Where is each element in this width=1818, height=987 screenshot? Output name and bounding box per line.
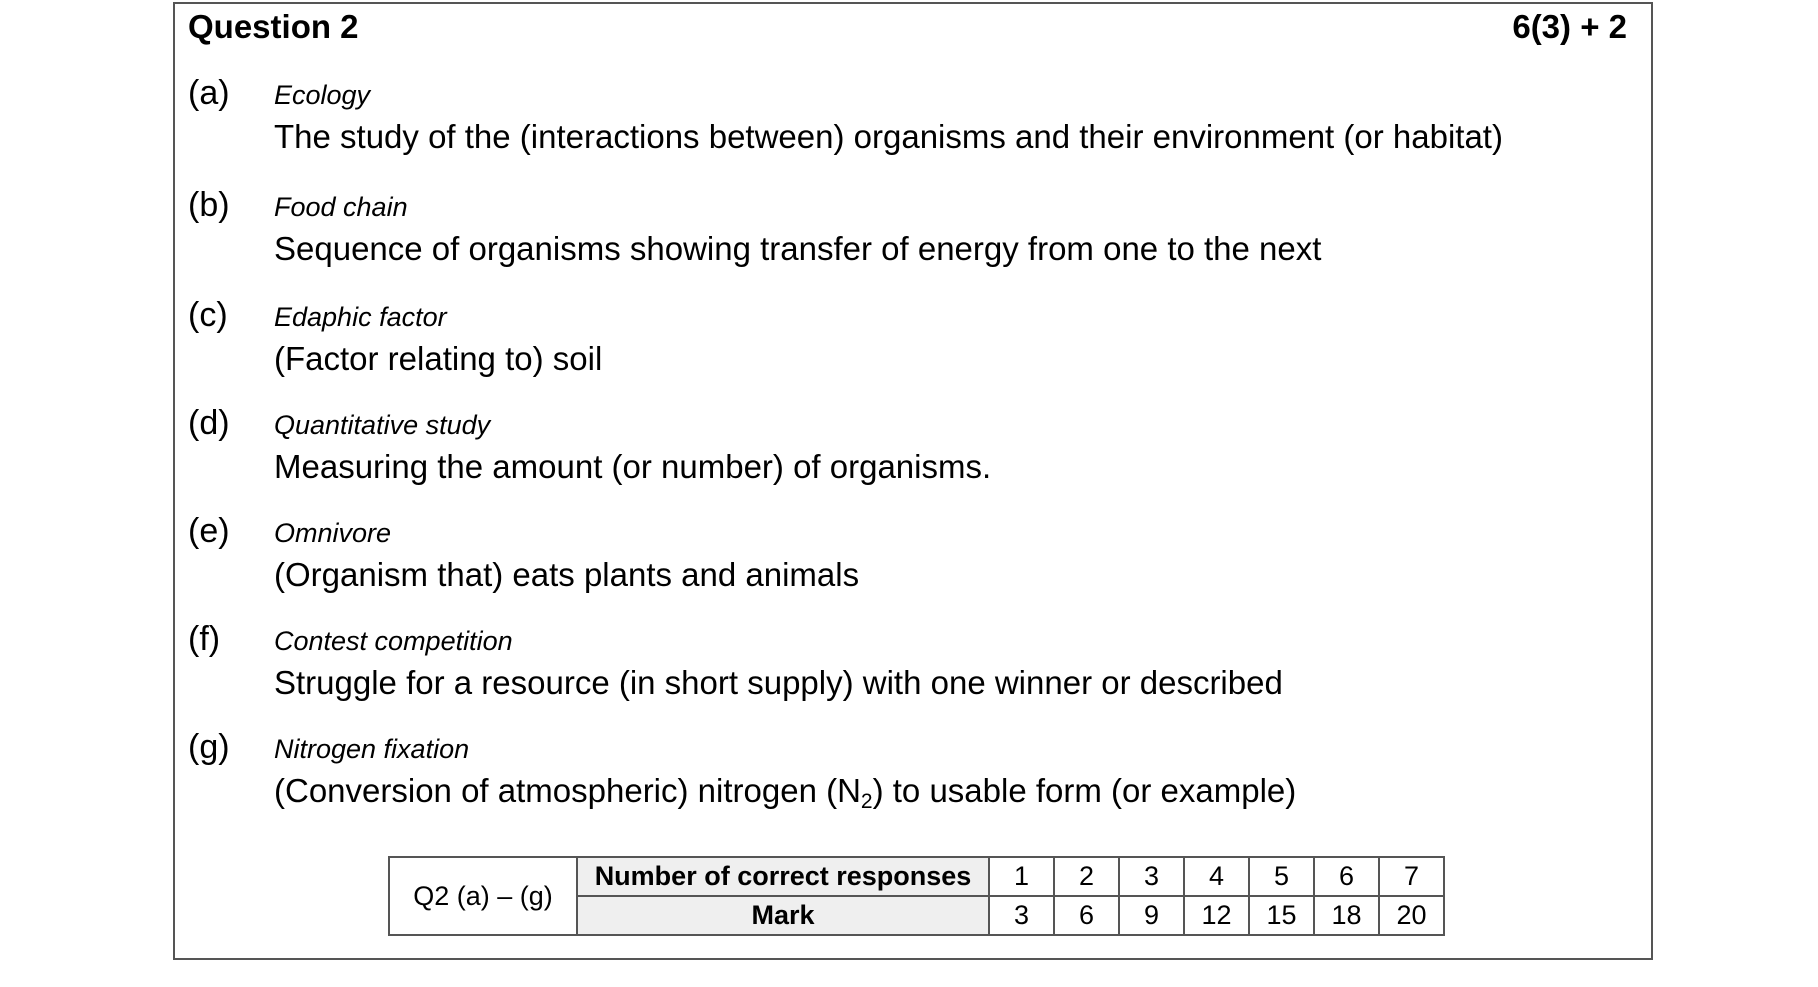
mark-cell: 9 xyxy=(1119,896,1184,935)
part-answer xyxy=(274,772,1296,814)
part-letter: (b) xyxy=(188,186,230,224)
answer-text-end: ) to usable form (or example) xyxy=(872,772,1297,809)
mark-cell: 6 xyxy=(1054,896,1119,935)
responses-cell: 6 xyxy=(1314,857,1379,896)
part-letter: (g) xyxy=(188,728,230,766)
part-term: Contest competition xyxy=(274,626,513,656)
table-row xyxy=(389,857,1444,896)
part-term: Nitrogen fixation xyxy=(274,734,470,764)
part-answer: (Factor relating to) soil xyxy=(274,340,603,377)
question-marks: 6(3) + 2 xyxy=(1512,8,1627,45)
row-label-cell: Q2 (a) – (g) xyxy=(389,857,577,935)
part-letter: (e) xyxy=(188,512,230,550)
responses-cell: 4 xyxy=(1184,857,1249,896)
question-title: Question 2 xyxy=(188,8,359,45)
part-term: Food chain xyxy=(274,192,408,222)
responses-cell: 5 xyxy=(1249,857,1314,896)
part-letter: (d) xyxy=(188,404,230,442)
mark-cell: 20 xyxy=(1379,896,1444,935)
responses-cell: 2 xyxy=(1054,857,1119,896)
marks-allocation-table xyxy=(388,856,1445,936)
part-answer: Measuring the amount (or number) of organisms. xyxy=(274,448,992,485)
answer-text-start: (Conversion of atmospheric) nitrogen (N xyxy=(274,772,861,809)
mark-cell: 18 xyxy=(1314,896,1379,935)
part-answer: Sequence of organisms showing transfer of energy from one to the next xyxy=(274,230,1322,267)
part-letter: (c) xyxy=(188,296,228,334)
part-term: Edaphic factor xyxy=(274,302,447,332)
responses-cell: 1 xyxy=(989,857,1054,896)
mark-cell: 15 xyxy=(1249,896,1314,935)
part-answer: The study of the (interactions between) organisms and their environment (or habitat) xyxy=(274,118,1503,155)
part-answer: Struggle for a resource (in short supply) with one winner or described xyxy=(274,664,1283,701)
part-answer: (Organism that) eats plants and animals xyxy=(274,556,860,593)
responses-cell: 7 xyxy=(1379,857,1444,896)
responses-header-cell: Number of correct responses xyxy=(577,857,989,896)
mark-header-cell: Mark xyxy=(577,896,989,935)
responses-cell: 3 xyxy=(1119,857,1184,896)
part-term: Quantitative study xyxy=(274,410,491,440)
marking-scheme-box xyxy=(173,2,1653,960)
part-term: Omnivore xyxy=(274,518,392,548)
subscript-two: 2 xyxy=(860,790,873,813)
part-letter: (a) xyxy=(188,74,230,112)
part-term: Ecology xyxy=(274,80,371,110)
part-letter: (f) xyxy=(188,620,221,658)
mark-cell: 12 xyxy=(1184,896,1249,935)
mark-cell: 3 xyxy=(989,896,1054,935)
